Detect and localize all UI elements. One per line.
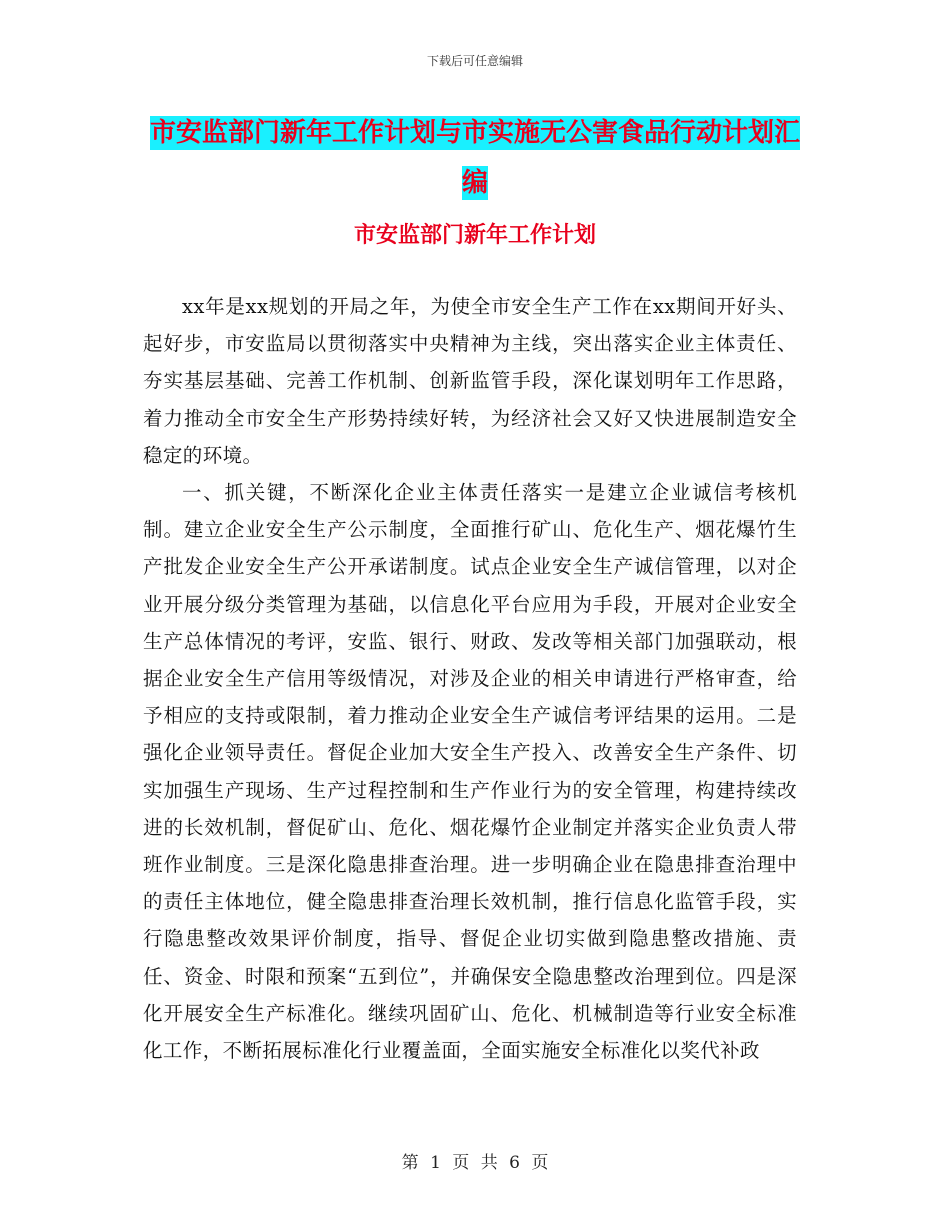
section-title: 市安监部门新年工作计划 [353, 223, 596, 248]
document-title [150, 108, 800, 208]
page-footer: 第 1 页 共 6 页 [401, 1153, 549, 1173]
paragraph-section-one: 一、抓关键，不断深化企业主体责任落实一是建立企业诚信考核机制。建立企业安全生产公示制度，全面推行矿山、危化生产、烟花爆竹生产批发企业安全生产公开承诺制度。试点企业安全生产诚信管理，以对企业开展分级分类管理为基础，以信息化平台应用为手段，开展对企业安全生产总体情况的考评，安监、银行、财政、发改等相关部门加强联动，根据企业安全生产信用等级情况，对涉及企业的相关申请进行严格审查，给予相应的支持或限制，着力推动企业安全生产诚信考评结果的运用。二是强化企业领导责任。督促企业加大安全生产投入、改善安全生产条件、切实加强生产现场、生产过程控制和生产作业行为的安全管理，构建持续改进的长效机制，督促矿山、危化、烟花爆竹企业制定并落实企业负责人带班作业制度。三是深化隐患排查治理。进一步明确企业在隐患排查治理中的责任主体地位，健全隐患排查治理长效机制，推行信息化监管手段，实行隐患整改效果评价制度，指导、督促企业切实做到隐患整改措施、责任、资金、时限和预案“五到位”，并确保安全隐患整改治理到位。四是深化开展安全生产标准化。继续巩固矿山、危化、机械制造等行业安全标准化工作，不断拓展标准化行业覆盖面，全面实施安全标准化以奖代补政 [143, 481, 797, 1063]
document-body [143, 288, 797, 1069]
paragraph-intro: xx年是xx规划的开局之年，为使全市安全生产工作在xx期间开好头、起好步，市安监局以贯彻落实中央精神为主线，突出落实企业主体责任、夯实基层基础、完善工作机制、创新监管手段，深化谋划明年工作思路，着力推动全市安全生产形势持续好转，为经济社会又好又快进展制造安全稳定的环境。 [143, 295, 797, 467]
header-note: 下载后可任意编辑 [426, 54, 523, 68]
document-title-text: 市安监部门新年工作计划与市实施无公害食品行动计划汇编 [150, 118, 801, 198]
